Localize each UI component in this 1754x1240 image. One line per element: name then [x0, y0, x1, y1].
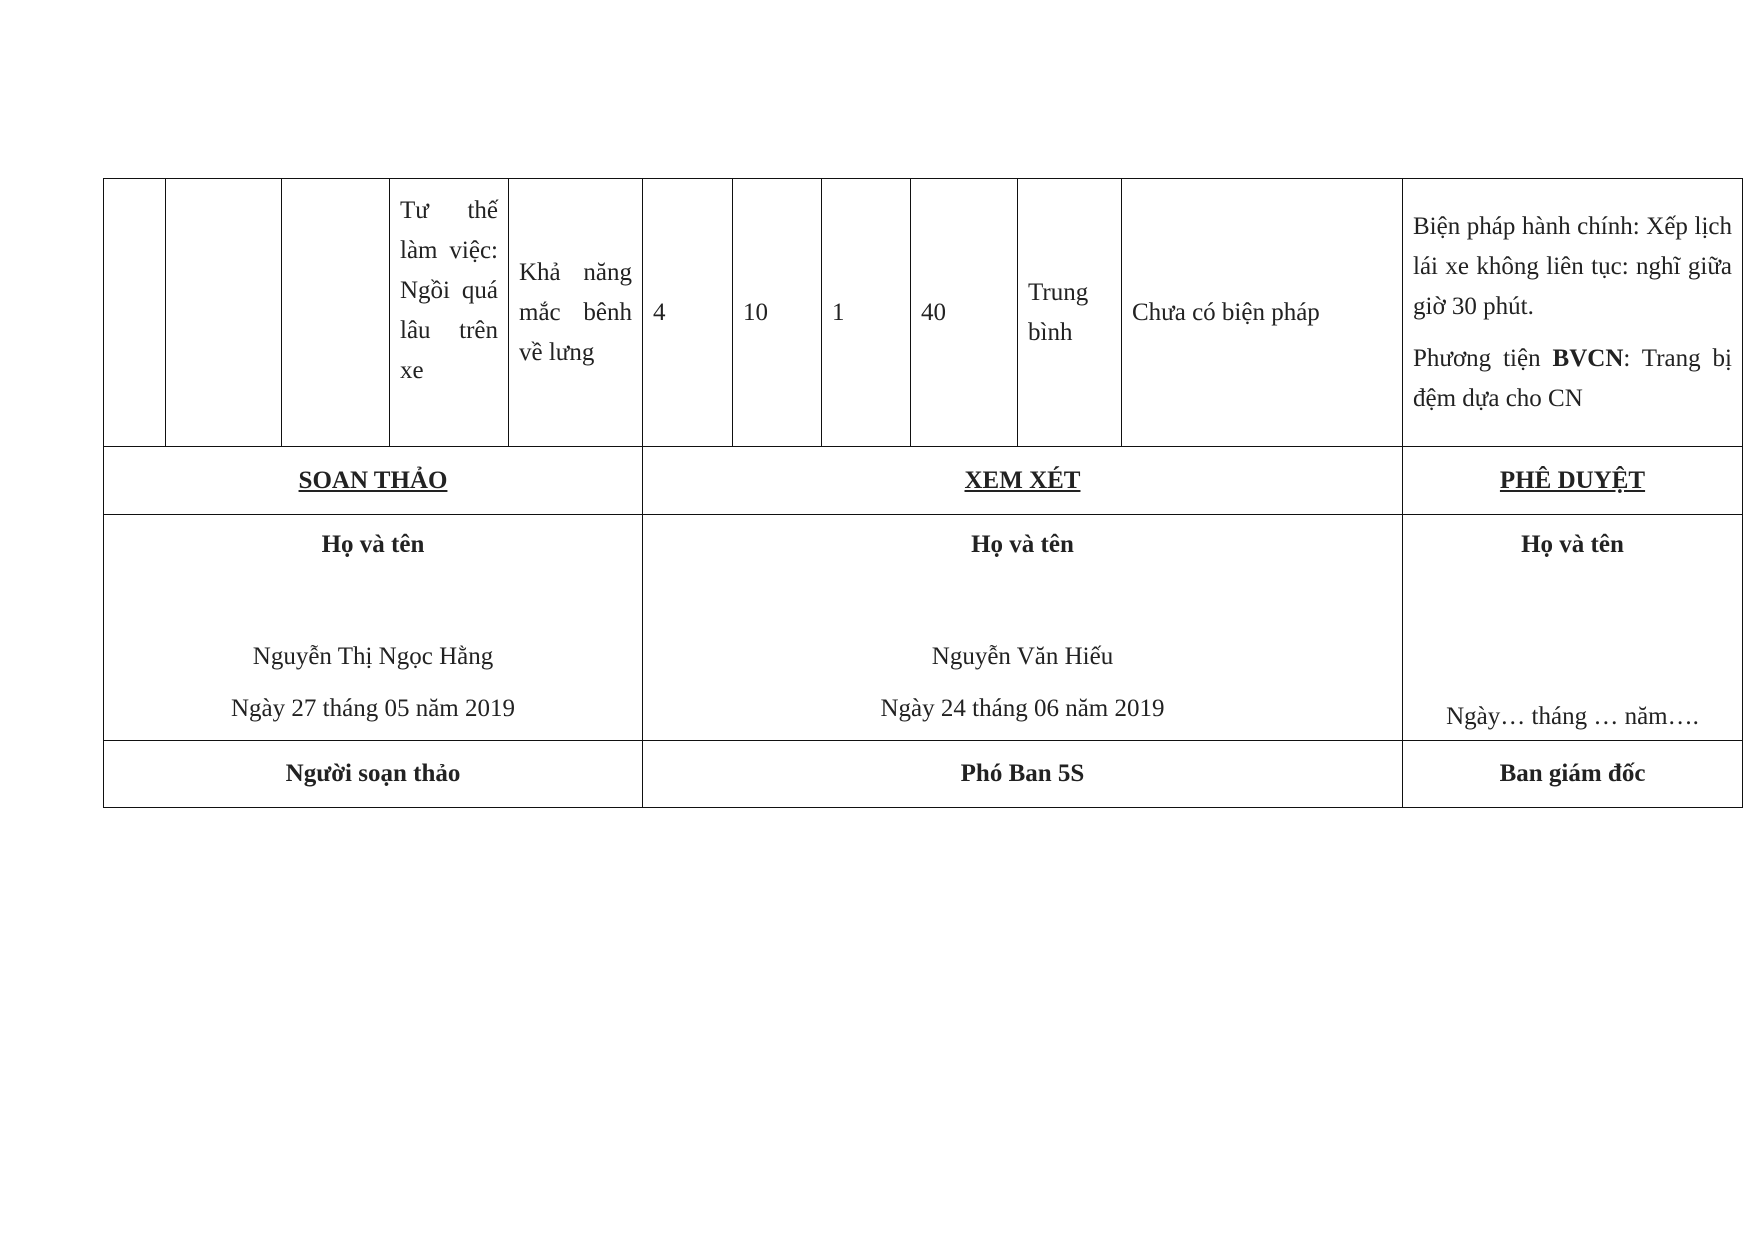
measure-ppe-bold: BVCN [1552, 344, 1624, 372]
risk-level-cell: Trung bình [1018, 179, 1122, 447]
control-measure-cell [1403, 179, 1743, 447]
approve-header-text: PHÊ DUYỆT [1499, 466, 1646, 494]
measure-administrative: Biện pháp hành chính: Xếp lịch lái xe không liên tục: nghĩ giữa giờ 30 phút. [1413, 212, 1732, 320]
empty-cell-1 [104, 179, 166, 447]
risk-assessment-table-container [103, 178, 1742, 808]
risk-score-cell: 40 [911, 179, 1018, 447]
measure-ppe-prefix: Phương tiện [1413, 344, 1553, 372]
draft-signature-cell [104, 515, 643, 741]
draft-header-text: SOAN THẢO [298, 466, 448, 494]
hazard-cell: Tư thế làm việc: Ngồi quá lâu trên xe [390, 179, 509, 447]
risk-row [104, 179, 1743, 447]
measure-ppe-rest: : Trang bị đệm dựa cho CN [1413, 344, 1732, 412]
approval-header-row [104, 447, 1743, 515]
draft-header [104, 447, 643, 515]
draft-date: Ngày 27 tháng 05 năm 2019 [231, 695, 515, 722]
review-role: Phó Ban 5S [643, 741, 1403, 808]
review-header-text: XEM XÉT [964, 466, 1081, 494]
empty-cell-3 [282, 179, 390, 447]
approve-signature-cell [1403, 515, 1743, 741]
review-name-label: Họ và tên [971, 531, 1074, 558]
empty-cell-2 [166, 179, 282, 447]
current-control-cell: Chưa có biện pháp [1122, 179, 1403, 447]
risk-assessment-table [103, 178, 1743, 808]
approve-role: Ban giám đốc [1403, 741, 1743, 808]
value-cell-2: 10 [733, 179, 822, 447]
value-cell-3: 1 [822, 179, 911, 447]
draft-name-label: Họ và tên [321, 531, 425, 558]
draft-role: Người soạn thảo [104, 741, 643, 808]
value-cell-1: 4 [643, 179, 733, 447]
review-signer-name: Nguyễn Văn Hiếu [931, 643, 1114, 670]
measure-ppe [1413, 339, 1732, 419]
consequence-cell: Khả năng mắc bênh về lưng [509, 179, 643, 447]
role-row [104, 741, 1743, 808]
draft-signer-name: Nguyễn Thị Ngọc Hằng [252, 643, 494, 670]
review-signature-cell [643, 515, 1403, 741]
signature-row [104, 515, 1743, 741]
approve-date: Ngày… tháng … năm…. [1446, 703, 1699, 730]
review-header [643, 447, 1403, 515]
approve-header [1403, 447, 1743, 515]
approve-name-label: Họ và tên [1521, 531, 1624, 558]
review-date: Ngày 24 tháng 06 năm 2019 [880, 695, 1165, 722]
